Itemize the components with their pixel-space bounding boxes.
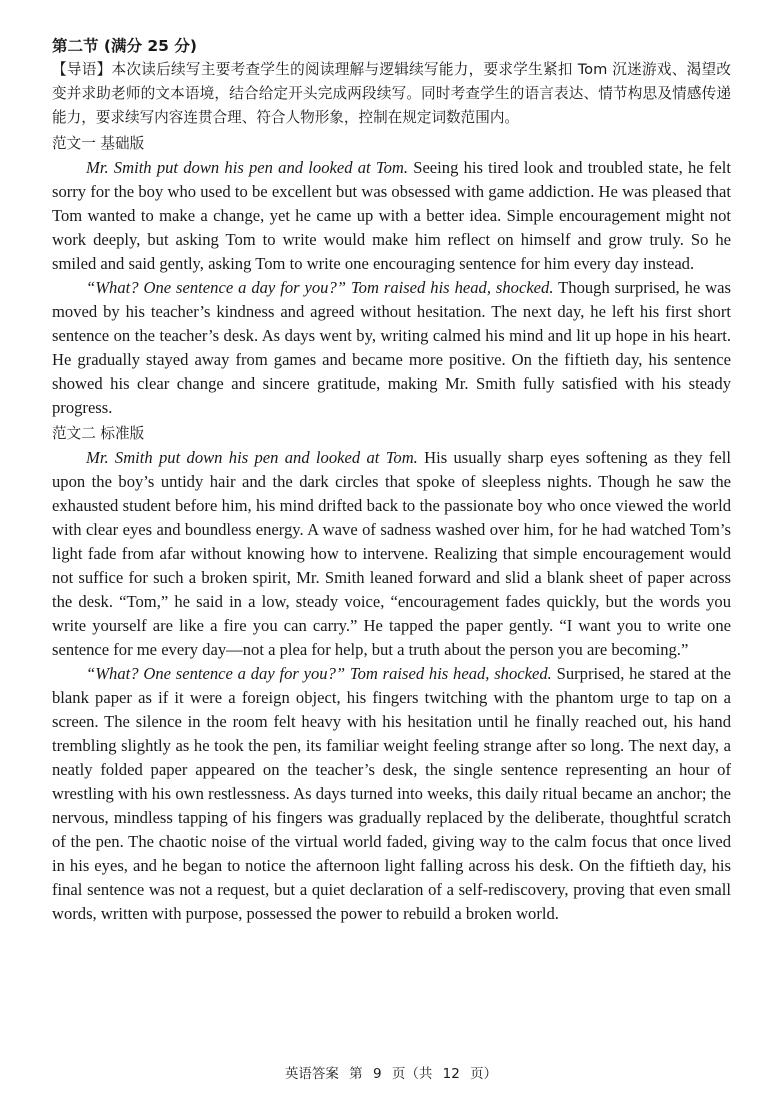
essay-2-paragraph-2-lead: “What? One sentence a day for you?” Tom raised his head, shocked. bbox=[86, 664, 552, 683]
essay-2-paragraph-1 bbox=[52, 446, 731, 662]
essay-1-paragraph-1-body: Seeing his tired look and troubled state, he felt sorry for the boy who used to be excellent but was obsessed with game addiction. He was pleased that Tom wanted to make a change, yet he came up with a better idea. Simple encouragement might not work deeply, but asking Tom to write would make him reflect on himself and grow truly. So he smiled and said gently, asking Tom to write one encouraging sentence for him every day instead. bbox=[52, 158, 731, 273]
page-footer: 英语答案 第 9 页（共 12 页） bbox=[284, 1066, 498, 1082]
intro-paragraph bbox=[52, 58, 731, 130]
essay-2-paragraph-1-lead: Mr. Smith put down his pen and looked at Tom. bbox=[86, 448, 418, 467]
essay-2-paragraph-1-body: His usually sharp eyes softening as they fell upon the boy’s untidy hair and the dark circles that spoke of sleepless nights. Though he saw the exhausted student before him, his mind drifted back to the passionate boy who once viewed the world with clear eyes and boundless energy. A wave of sadness washed over him, for he had watched Tom’s light fade from afar without knowing how to intervene. Realizing that simple encouragement would not suffice for such a broken spirit, Mr. Smith leaned forward and slid a blank sheet of paper across the desk. “Tom,” he said in a low, steady voice, “encouragement fades quickly, but the words you write yourself are like a fire you can carry.” He tapped the paper gently. “I want you to write one sentence for me every day—not a plea for help, but a truth about the person you are becoming.” bbox=[52, 448, 731, 659]
essay-1-paragraph-2-lead: “What? One sentence a day for you?” Tom raised his head, shocked. bbox=[86, 278, 554, 297]
essay-2-paragraph-2-body: Surprised, he stared at the blank paper as if it were a foreign object, his fingers twitching with the phantom urge to tap on a screen. The silence in the room felt heavy with his hesitation until he finally reached out, his hand trembling slightly as he took the pen, its familiar weight feeling strange after so long. The next day, a neatly folded paper appeared on the teacher’s desk, the single sentence representing an hour of wrestling with his own restlessness. As days turned into weeks, this daily ritual became an anchor; the nervous, mindless tapping of his fingers was gradually replaced by the deliberate, thoughtful scratch of the pen. The chaotic noise of the virtual world faded, giving way to the calm focus that once lived in his eyes, and he began to notice the afternoon light falling across his desk. On the fiftieth day, his final sentence was not a request, but a quiet declaration of a self-rediscovery, proving that even small words, written with purpose, possessed the power to rebuild a broken world. bbox=[52, 664, 732, 923]
essay-2-label: 范文二 标准版 bbox=[52, 425, 145, 442]
essay-1-label: 范文一 基础版 bbox=[52, 135, 145, 152]
essay-1-paragraph-2-body: Though surprised, he was moved by his teacher’s kindness and agreed without hesitation. The next day, he left his first short sentence on the teacher’s desk. As days went by, writing calmed his mind and lit up hope in his heart. He gradually stayed away from games and became more positive. On the fiftieth day, his sentence showed his clear change and sincere gratitude, making Mr. Smith fully satisfied with his steady progress. bbox=[52, 278, 731, 417]
essay-1-paragraph-1 bbox=[52, 156, 731, 276]
essay-2-paragraph-2 bbox=[52, 662, 731, 926]
essay-1-paragraph-1-lead: Mr. Smith put down his pen and looked at Tom. bbox=[86, 158, 408, 177]
answer-page bbox=[52, 34, 731, 926]
essay-1-paragraph-2 bbox=[52, 276, 731, 420]
section-title: 第二节 (满分 25 分) bbox=[52, 37, 197, 55]
intro-text: 本次读后续写主要考查学生的阅读理解与逻辑续写能力，要求学生紧扣 Tom 沉迷游戏、渴望改变并求助老师的文本语境，结合给定开头完成两段续写。同时考查学生的语言表达、情节构思及情感传递能力，要求续写内容连贯合理、符合人物形象，控制在规定词数范围内。 bbox=[52, 61, 731, 126]
intro-tag: 【导语】 bbox=[52, 61, 112, 78]
